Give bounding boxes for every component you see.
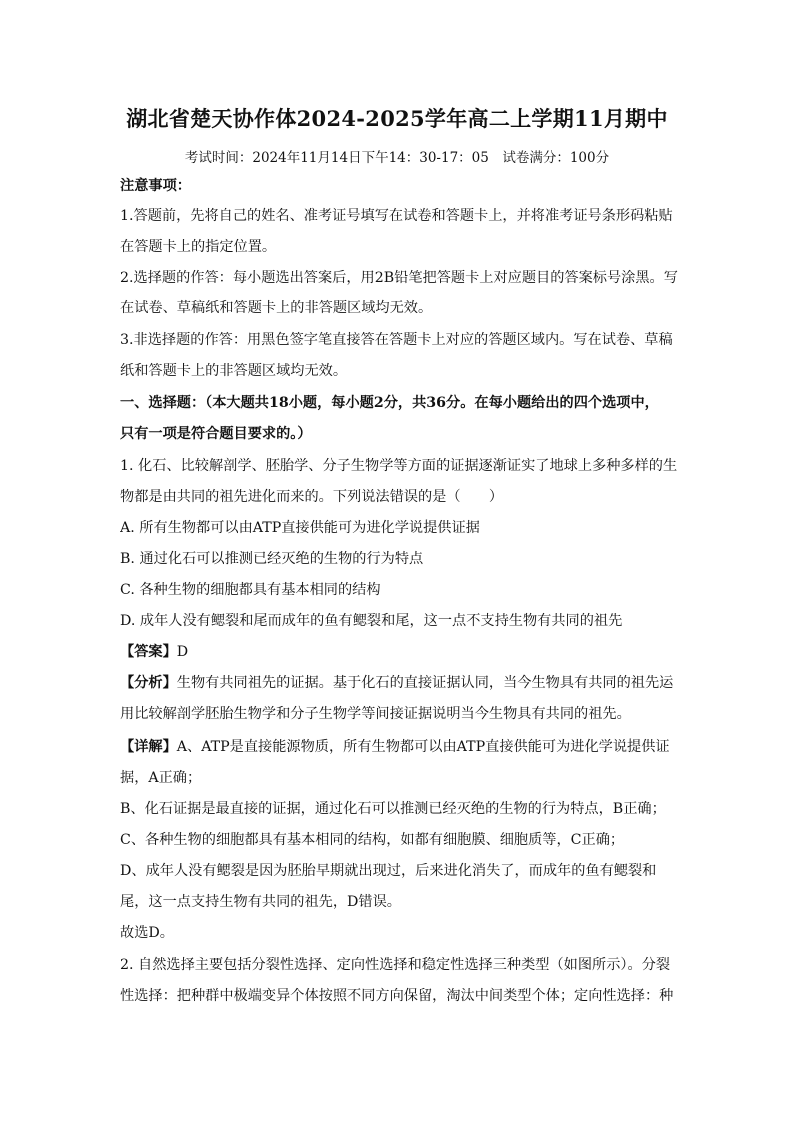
option-b: B. 通过化石可以推测已经灭绝的生物的行为特点 — [120, 551, 424, 567]
notice-line: 纸和答题卡上的非答题区域均无效。 — [120, 363, 348, 379]
notice-line: 1.答题前，先将自己的姓名、准考证号填写在试卷和答题卡上，并将准考证号条形码粘贴 — [120, 208, 673, 224]
question-stem: 1. 化石、比较解剖学、胚胎学、分子生物学等方面的证据逐渐证实了地球上多种多样的生 — [120, 458, 678, 474]
analysis-line — [120, 673, 680, 693]
exam-info: 考试时间：2024年11月14日下午14：30-17：05 试卷满分：100分 — [184, 150, 610, 166]
section-heading: 一、选择题：（本大题共18小题，每小题2分，共36分。在每小题给出的四个选项中， — [120, 395, 659, 411]
analysis-text: 用比较解剖学胚胎生物学和分子生物学等间接证据说明当今生物具有共同的祖先。 — [120, 706, 631, 722]
detail-text: C、各种生物的细胞都具有基本相同的结构，如都有细胞膜、细胞质等，C正确； — [120, 832, 625, 848]
notice-heading: 注意事项： — [120, 178, 191, 194]
option-c: C. 各种生物的细胞都具有基本相同的结构 — [120, 582, 381, 598]
answer-value: D — [176, 644, 189, 660]
section-heading: 只有一项是符合题目要求的。） — [120, 426, 312, 442]
analysis-text: 生物有共同祖先的证据。基于化石的直接证据认同，当今生物具有共同的祖先运 — [176, 675, 674, 691]
detail-text: D、成年人没有鳃裂是因为胚胎早期就出现过，后来进化消失了，而成年的鱼有鳃裂和 — [120, 863, 657, 879]
notice-line: 2.选择题的作答：每小题选出答案后，用2B铅笔把答题卡上对应题目的答案标号涂黑。写 — [120, 270, 678, 286]
detail-text: A、ATP是直接能源物质，所有生物都可以由ATP直接供能可为进化学说提供证 — [176, 739, 670, 755]
detail-text: B、化石证据是最直接的证据，通过化石可以推测已经灭绝的生物的行为特点，B正确； — [120, 801, 666, 817]
analysis-label: 【分析】 — [120, 675, 177, 691]
question-stem: 性选择：把种群中极端变异个体按照不同方向保留，淘汰中间类型个体；定向性选择：种 — [120, 988, 674, 1004]
question-stem: 2. 自然选择主要包括分裂性选择、定向性选择和稳定性选择三种类型（如图所示）。分裂 — [120, 957, 671, 973]
page-title: 湖北省楚天协作体2024-2025学年高二上学期11月期中 — [126, 106, 668, 131]
notice-line: 在试卷、草稿纸和答题卡上的非答题区域均无效。 — [120, 300, 433, 316]
detail-text: 据，A正确； — [120, 770, 202, 786]
detail-line — [120, 737, 680, 757]
detail-label: 【详解】 — [120, 739, 177, 755]
conclusion: 故选D。 — [120, 925, 174, 941]
detail-text: 尾，这一点支持生物有共同的祖先，D错误。 — [120, 894, 401, 910]
answer-label: 【答案】 — [120, 644, 177, 660]
notice-line: 在答题卡上的指定位置。 — [120, 239, 277, 255]
option-a: A. 所有生物都可以由ATP直接供能可为进化学说提供证据 — [120, 520, 480, 536]
option-d: D. 成年人没有鳃裂和尾而成年的鱼有鳃裂和尾，这一点不支持生物有共同的祖先 — [120, 613, 623, 629]
question-stem: 物都是由共同的祖先进化而来的。下列说法错误的是（ ） — [120, 489, 504, 505]
answer-line — [120, 642, 680, 662]
notice-line: 3.非选择题的作答：用黑色签字笔直接答在答题卡上对应的答题区域内。写在试卷、草稿 — [120, 332, 673, 348]
